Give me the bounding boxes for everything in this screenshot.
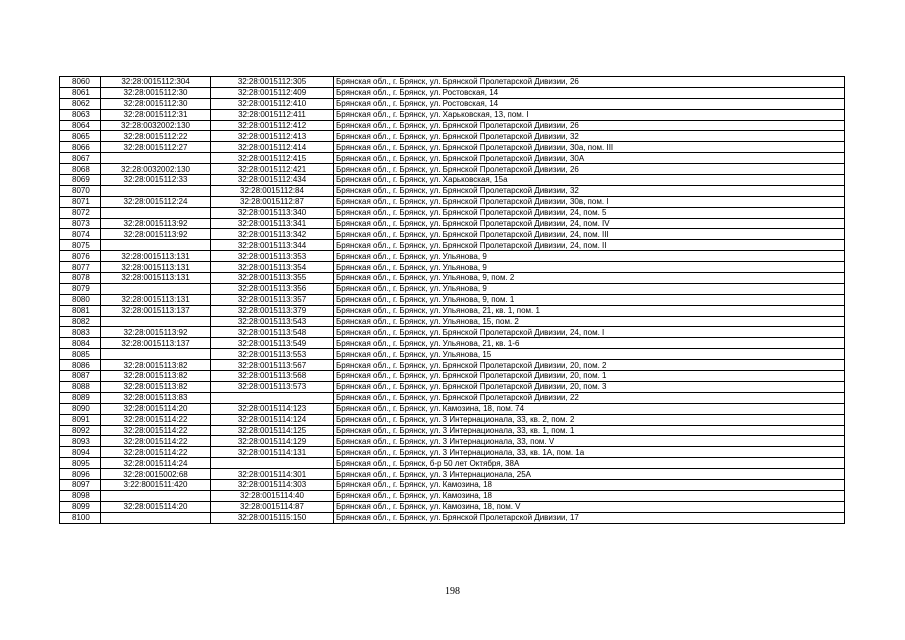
table-row <box>60 262 845 273</box>
new-cadastral-number-cell: 32:28:0015115:150 <box>211 512 334 523</box>
new-cadastral-number-cell: 32:28:0015113:342 <box>211 229 334 240</box>
table-row <box>60 196 845 207</box>
table-row <box>60 175 845 186</box>
old-cadastral-number-cell: 32:28:0015112:30 <box>101 98 211 109</box>
new-cadastral-number-cell: 32:28:0015112:415 <box>211 153 334 164</box>
new-cadastral-number-cell: 32:28:0015112:84 <box>211 185 334 196</box>
row-number-cell: 8067 <box>60 153 101 164</box>
row-number-cell: 8081 <box>60 305 101 316</box>
address-cell: Брянская обл., г. Брянск, ул. Камозина, 18 <box>334 490 845 501</box>
row-number-cell: 8066 <box>60 142 101 153</box>
old-cadastral-number-cell: 32:28:0015113:92 <box>101 229 211 240</box>
address-cell: Брянская обл., г. Брянск, ул. Брянской Пролетарской Дивизии, 30в, пом. I <box>334 196 845 207</box>
row-number-cell: 8064 <box>60 120 101 131</box>
new-cadastral-number-cell: 32:28:0015113:341 <box>211 218 334 229</box>
table-row <box>60 294 845 305</box>
row-number-cell: 8069 <box>60 175 101 186</box>
row-number-cell: 8073 <box>60 218 101 229</box>
row-number-cell: 8097 <box>60 479 101 490</box>
row-number-cell: 8065 <box>60 131 101 142</box>
address-cell: Брянская обл., г. Брянск, ул. Ульянова, 15 <box>334 349 845 360</box>
row-number-cell: 8068 <box>60 164 101 175</box>
old-cadastral-number-cell: 32:28:0015113:82 <box>101 371 211 382</box>
old-cadastral-number-cell: 32:28:0015113:92 <box>101 327 211 338</box>
row-number-cell: 8080 <box>60 294 101 305</box>
table-row <box>60 360 845 371</box>
address-cell: Брянская обл., г. Брянск, ул. Брянской Пролетарской Дивизии, 26 <box>334 77 845 88</box>
row-number-cell: 8088 <box>60 381 101 392</box>
new-cadastral-number-cell: 32:28:0015113:355 <box>211 273 334 284</box>
new-cadastral-number-cell: 32:28:0015114:125 <box>211 425 334 436</box>
row-number-cell: 8072 <box>60 207 101 218</box>
new-cadastral-number-cell: 32:28:0015113:568 <box>211 371 334 382</box>
old-cadastral-number-cell: 32:28:0015113:131 <box>101 251 211 262</box>
table-row <box>60 512 845 523</box>
row-number-cell: 8074 <box>60 229 101 240</box>
row-number-cell: 8077 <box>60 262 101 273</box>
new-cadastral-number-cell: 32:28:0015113:354 <box>211 262 334 273</box>
address-cell: Брянская обл., г. Брянск, ул. Брянской Пролетарской Дивизии, 20, пом. 2 <box>334 360 845 371</box>
table-row <box>60 305 845 316</box>
table-row <box>60 153 845 164</box>
address-cell: Брянская обл., г. Брянск, ул. Ульянова, 9 <box>334 262 845 273</box>
address-cell: Брянская обл., г. Брянск, ул. 3 Интернационала, 25А <box>334 469 845 480</box>
new-cadastral-number-cell: 32:28:0015114:40 <box>211 490 334 501</box>
table-row <box>60 207 845 218</box>
table-row <box>60 447 845 458</box>
new-cadastral-number-cell: 32:28:0015112:421 <box>211 164 334 175</box>
old-cadastral-number-cell <box>101 349 211 360</box>
table-row <box>60 218 845 229</box>
address-cell: Брянская обл., г. Брянск, ул. Брянской Пролетарской Дивизии, 30А <box>334 153 845 164</box>
new-cadastral-number-cell: 32:28:0015113:357 <box>211 294 334 305</box>
table-row <box>60 98 845 109</box>
table-row <box>60 392 845 403</box>
new-cadastral-number-cell: 32:28:0015112:434 <box>211 175 334 186</box>
new-cadastral-number-cell: 32:28:0015112:412 <box>211 120 334 131</box>
address-cell: Брянская обл., г. Брянск, ул. Брянской Пролетарской Дивизии, 17 <box>334 512 845 523</box>
old-cadastral-number-cell: 32:28:0015113:82 <box>101 381 211 392</box>
address-cell: Брянская обл., г. Брянск, ул. Брянской Пролетарской Дивизии, 20, пом. 1 <box>334 371 845 382</box>
new-cadastral-number-cell <box>211 392 334 403</box>
table-row <box>60 371 845 382</box>
old-cadastral-number-cell: 32:28:0015002:68 <box>101 469 211 480</box>
table-row <box>60 185 845 196</box>
address-cell: Брянская обл., г. Брянск, ул. Камозина, 18, пом. 74 <box>334 403 845 414</box>
address-cell: Брянская обл., г. Брянск, ул. 3 Интернационала, 33, пом. V <box>334 436 845 447</box>
row-number-cell: 8060 <box>60 77 101 88</box>
table-row <box>60 403 845 414</box>
old-cadastral-number-cell <box>101 153 211 164</box>
address-cell: Брянская обл., г. Брянск, ул. Ульянова, 21, кв. 1, пом. 1 <box>334 305 845 316</box>
table-row <box>60 240 845 251</box>
address-cell: Брянская обл., г. Брянск, ул. Ульянова, 9, пом. 2 <box>334 273 845 284</box>
old-cadastral-number-cell: 32:28:0015112:304 <box>101 77 211 88</box>
address-cell: Брянская обл., г. Брянск, ул. Харьковская, 15а <box>334 175 845 186</box>
row-number-cell: 8089 <box>60 392 101 403</box>
address-cell: Брянская обл., г. Брянск, ул. Брянской Пролетарской Дивизии, 22 <box>334 392 845 403</box>
table-row <box>60 273 845 284</box>
new-cadastral-number-cell: 32:28:0015113:379 <box>211 305 334 316</box>
old-cadastral-number-cell: 32:28:0015113:131 <box>101 294 211 305</box>
old-cadastral-number-cell: 32:28:0015114:20 <box>101 501 211 512</box>
table-row <box>60 142 845 153</box>
old-cadastral-number-cell: 32:28:0015113:131 <box>101 262 211 273</box>
old-cadastral-number-cell: 32:28:0015113:137 <box>101 338 211 349</box>
old-cadastral-number-cell: 32:28:0015112:31 <box>101 109 211 120</box>
new-cadastral-number-cell: 32:28:0015114:303 <box>211 479 334 490</box>
new-cadastral-number-cell: 32:28:0015114:123 <box>211 403 334 414</box>
address-cell: Брянская обл., г. Брянск, ул. 3 Интернационала, 33, кв. 2, пом. 2 <box>334 414 845 425</box>
new-cadastral-number-cell: 32:28:0015112:305 <box>211 77 334 88</box>
old-cadastral-number-cell: 32:28:0015114:24 <box>101 458 211 469</box>
address-cell: Брянская обл., г. Брянск, ул. Брянской Пролетарской Дивизии, 32 <box>334 185 845 196</box>
table-row <box>60 469 845 480</box>
address-cell: Брянская обл., г. Брянск, ул. Брянской Пролетарской Дивизии, 24, пом. I <box>334 327 845 338</box>
table-row <box>60 251 845 262</box>
row-number-cell: 8096 <box>60 469 101 480</box>
row-number-cell: 8078 <box>60 273 101 284</box>
address-cell: Брянская обл., г. Брянск, ул. Брянской Пролетарской Дивизии, 24, пом. IV <box>334 218 845 229</box>
old-cadastral-number-cell: 32:28:0015112:30 <box>101 87 211 98</box>
new-cadastral-number-cell: 32:28:0015112:409 <box>211 87 334 98</box>
new-cadastral-number-cell: 32:28:0015112:414 <box>211 142 334 153</box>
old-cadastral-number-cell: 32:28:0015113:137 <box>101 305 211 316</box>
address-cell: Брянская обл., г. Брянск, ул. Камозина, 18 <box>334 479 845 490</box>
address-cell: Брянская обл., г. Брянск, ул. Ульянова, 9 <box>334 251 845 262</box>
new-cadastral-number-cell: 32:28:0015113:344 <box>211 240 334 251</box>
address-cell: Брянская обл., г. Брянск, ул. Брянской Пролетарской Дивизии, 24, пом. II <box>334 240 845 251</box>
old-cadastral-number-cell: 32:28:0015114:22 <box>101 414 211 425</box>
old-cadastral-number-cell <box>101 185 211 196</box>
table-row <box>60 131 845 142</box>
table-row <box>60 229 845 240</box>
new-cadastral-number-cell: 32:28:0015113:543 <box>211 316 334 327</box>
table-row <box>60 164 845 175</box>
old-cadastral-number-cell: 32:28:0015113:131 <box>101 273 211 284</box>
address-cell: Брянская обл., г. Брянск, б-р 50 лет Октября, 38А <box>334 458 845 469</box>
row-number-cell: 8090 <box>60 403 101 414</box>
new-cadastral-number-cell: 32:28:0015114:124 <box>211 414 334 425</box>
address-cell: Брянская обл., г. Брянск, ул. Ульянова, 9, пом. 1 <box>334 294 845 305</box>
old-cadastral-number-cell <box>101 316 211 327</box>
old-cadastral-number-cell <box>101 490 211 501</box>
table-row <box>60 109 845 120</box>
table-row <box>60 490 845 501</box>
address-cell: Брянская обл., г. Брянск, ул. Камозина, 18, пом. V <box>334 501 845 512</box>
row-number-cell: 8070 <box>60 185 101 196</box>
new-cadastral-number-cell: 32:28:0015114:301 <box>211 469 334 480</box>
row-number-cell: 8086 <box>60 360 101 371</box>
row-number-cell: 8063 <box>60 109 101 120</box>
table-row <box>60 501 845 512</box>
new-cadastral-number-cell: 32:28:0015113:356 <box>211 283 334 294</box>
table-row <box>60 283 845 294</box>
table-row <box>60 120 845 131</box>
row-number-cell: 8075 <box>60 240 101 251</box>
new-cadastral-number-cell: 32:28:0015112:87 <box>211 196 334 207</box>
address-cell: Брянская обл., г. Брянск, ул. Брянской Пролетарской Дивизии, 32 <box>334 131 845 142</box>
table-row <box>60 316 845 327</box>
row-number-cell: 8082 <box>60 316 101 327</box>
old-cadastral-number-cell: 32:28:0015112:27 <box>101 142 211 153</box>
old-cadastral-number-cell: 32:28:0015114:22 <box>101 436 211 447</box>
new-cadastral-number-cell: 32:28:0015113:549 <box>211 338 334 349</box>
table-row <box>60 349 845 360</box>
table-row <box>60 436 845 447</box>
old-cadastral-number-cell <box>101 207 211 218</box>
address-cell: Брянская обл., г. Брянск, ул. Брянской Пролетарской Дивизии, 20, пом. 3 <box>334 381 845 392</box>
address-cell: Брянская обл., г. Брянск, ул. Ростовская, 14 <box>334 98 845 109</box>
old-cadastral-number-cell <box>101 240 211 251</box>
old-cadastral-number-cell: 32:28:0015112:22 <box>101 131 211 142</box>
old-cadastral-number-cell: 32:28:0032002:130 <box>101 164 211 175</box>
table-row <box>60 381 845 392</box>
new-cadastral-number-cell: 32:28:0015113:567 <box>211 360 334 371</box>
table-body <box>60 77 845 524</box>
new-cadastral-number-cell: 32:28:0015113:553 <box>211 349 334 360</box>
new-cadastral-number-cell: 32:28:0015114:87 <box>211 501 334 512</box>
row-number-cell: 8076 <box>60 251 101 262</box>
row-number-cell: 8087 <box>60 371 101 382</box>
table-row <box>60 87 845 98</box>
new-cadastral-number-cell: 32:28:0015113:548 <box>211 327 334 338</box>
old-cadastral-number-cell: 32:28:0015113:83 <box>101 392 211 403</box>
address-cell: Брянская обл., г. Брянск, ул. Брянской Пролетарской Дивизии, 26 <box>334 120 845 131</box>
row-number-cell: 8079 <box>60 283 101 294</box>
table-row <box>60 425 845 436</box>
page-number: 198 <box>445 586 460 597</box>
address-cell: Брянская обл., г. Брянск, ул. 3 Интернационала, 33, кв. 1А, пом. 1а <box>334 447 845 458</box>
address-cell: Брянская обл., г. Брянск, ул. Брянской Пролетарской Дивизии, 24, пом. 5 <box>334 207 845 218</box>
row-number-cell: 8061 <box>60 87 101 98</box>
table-row <box>60 77 845 88</box>
address-cell: Брянская обл., г. Брянск, ул. Ульянова, 21, кв. 1-6 <box>334 338 845 349</box>
address-cell: Брянская обл., г. Брянск, ул. Брянской Пролетарской Дивизии, 30а, пом. III <box>334 142 845 153</box>
row-number-cell: 8071 <box>60 196 101 207</box>
address-cell: Брянская обл., г. Брянск, ул. 3 Интернационала, 33, кв. 1, пом. 1 <box>334 425 845 436</box>
address-cell: Брянская обл., г. Брянск, ул. Ростовская, 14 <box>334 87 845 98</box>
old-cadastral-number-cell: 32:28:0015112:24 <box>101 196 211 207</box>
table-row <box>60 414 845 425</box>
old-cadastral-number-cell: 32:28:0015114:20 <box>101 403 211 414</box>
new-cadastral-number-cell <box>211 458 334 469</box>
row-number-cell: 8085 <box>60 349 101 360</box>
row-number-cell: 8091 <box>60 414 101 425</box>
new-cadastral-number-cell: 32:28:0015114:131 <box>211 447 334 458</box>
old-cadastral-number-cell: 32:28:0032002:130 <box>101 120 211 131</box>
old-cadastral-number-cell: 32:28:0015113:82 <box>101 360 211 371</box>
table-row <box>60 479 845 490</box>
address-cell: Брянская обл., г. Брянск, ул. Брянской Пролетарской Дивизии, 24, пом. III <box>334 229 845 240</box>
old-cadastral-number-cell: 32:28:0015114:22 <box>101 447 211 458</box>
table-row <box>60 458 845 469</box>
new-cadastral-number-cell: 32:28:0015112:410 <box>211 98 334 109</box>
address-cell: Брянская обл., г. Брянск, ул. Брянской Пролетарской Дивизии, 26 <box>334 164 845 175</box>
row-number-cell: 8092 <box>60 425 101 436</box>
row-number-cell: 8100 <box>60 512 101 523</box>
address-cell: Брянская обл., г. Брянск, ул. Ульянова, 15, пом. 2 <box>334 316 845 327</box>
row-number-cell: 8095 <box>60 458 101 469</box>
new-cadastral-number-cell: 32:28:0015112:413 <box>211 131 334 142</box>
row-number-cell: 8099 <box>60 501 101 512</box>
address-cell: Брянская обл., г. Брянск, ул. Харьковская, 13, пом. I <box>334 109 845 120</box>
new-cadastral-number-cell: 32:28:0015113:573 <box>211 381 334 392</box>
row-number-cell: 8084 <box>60 338 101 349</box>
old-cadastral-number-cell: 32:28:0015114:22 <box>101 425 211 436</box>
new-cadastral-number-cell: 32:28:0015112:411 <box>211 109 334 120</box>
old-cadastral-number-cell: 3:22:8001511:420 <box>101 479 211 490</box>
row-number-cell: 8083 <box>60 327 101 338</box>
table-row <box>60 338 845 349</box>
new-cadastral-number-cell: 32:28:0015113:340 <box>211 207 334 218</box>
table-row <box>60 327 845 338</box>
old-cadastral-number-cell <box>101 512 211 523</box>
registry-table <box>59 76 845 524</box>
new-cadastral-number-cell: 32:28:0015114:129 <box>211 436 334 447</box>
address-cell: Брянская обл., г. Брянск, ул. Ульянова, 9 <box>334 283 845 294</box>
old-cadastral-number-cell: 32:28:0015112:33 <box>101 175 211 186</box>
old-cadastral-number-cell <box>101 283 211 294</box>
row-number-cell: 8093 <box>60 436 101 447</box>
row-number-cell: 8098 <box>60 490 101 501</box>
row-number-cell: 8062 <box>60 98 101 109</box>
old-cadastral-number-cell: 32:28:0015113:92 <box>101 218 211 229</box>
row-number-cell: 8094 <box>60 447 101 458</box>
new-cadastral-number-cell: 32:28:0015113:353 <box>211 251 334 262</box>
